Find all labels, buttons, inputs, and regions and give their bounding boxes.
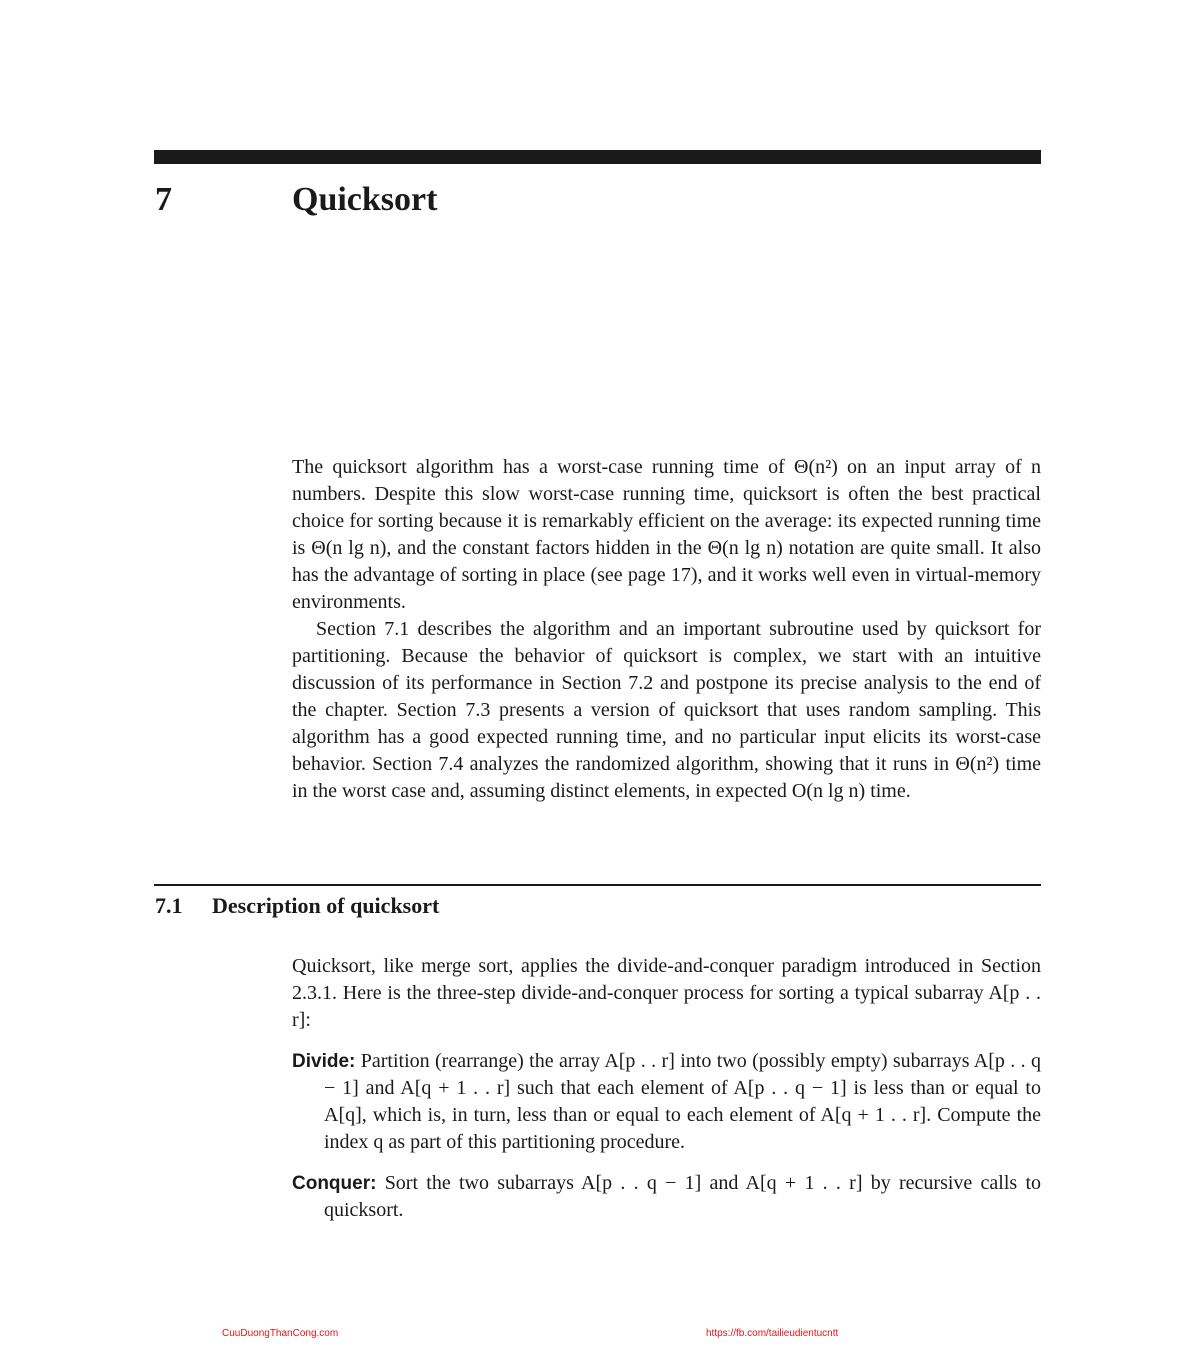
step-divide-text: Partition (rearrange) the array A[p . . r] into two (possibly empty) subarrays A[p . . q − 1] and A[q + 1 . . r] such that each element of A[p . . q − 1] is less than or equal to A[q], which is, in turn, less than or equal to each element of A[q + 1 . . r]. Compute the index q as part of this partitioning procedure. [324,1050,1041,1153]
step-conquer-text: Sort the two subarrays A[p . . q − 1] and A[q + 1 . . r] by recursive calls to quicksort. [324,1172,1042,1221]
intro-paragraph-2: Section 7.1 describes the algorithm and an important subroutine used by quicksort for partitioning. Because the behavior of quicksort is complex, we start with an intuitive discussion of its performance in Section 7.2 and postpone its precise analysis to the end of the chapter. Section 7.3 presents a version of quicksort that uses random sampling. This algorithm has a good expected running time, and no particular input elicits its worst-case behavior. Section 7.4 analyzes the randomized algorithm, showing that it runs in Θ(n²) time in the worst case and, assuming distinct elements, in expected O(n lg n) time. [292,618,1041,802]
step-divide-term: Divide: [292,1051,356,1072]
chapter-number: 7 [155,181,172,218]
chapter-intro [292,454,1041,805]
footer-watermark-right: https://fb.com/tailieudientucntt [706,1328,839,1339]
step-conquer-term: Conquer: [292,1173,377,1194]
section-number: 7.1 [155,893,183,918]
footer-watermark-left: CuuDuongThanCong.com [222,1328,339,1339]
chapter-top-rule [154,150,1041,164]
chapter-title: Quicksort [292,181,438,218]
section-body [292,953,1041,1224]
step-divide [292,1048,1041,1156]
section-paragraph: Quicksort, like merge sort, applies the divide-and-conquer paradigm introduced in Section 2.3.1. Here is the three-step divide-and-conquer process for sorting a typical subarray A[p . . r]: [292,955,1041,1031]
step-conquer [292,1170,1041,1224]
intro-paragraph-1: The quicksort algorithm has a worst-case running time of Θ(n²) on an input array of n numbers. Despite this slow worst-case running time, quicksort is often the best practical choice for sorting because it is remarkably efficient on the average: its expected running time is Θ(n lg n), and the constant factors hidden in the Θ(n lg n) notation are quite small. It also has the advantage of sorting in place (see page 17), and it works well even in virtual-memory environments. [292,456,1041,613]
section-title: Description of quicksort [212,893,440,918]
section-rule [154,884,1041,886]
